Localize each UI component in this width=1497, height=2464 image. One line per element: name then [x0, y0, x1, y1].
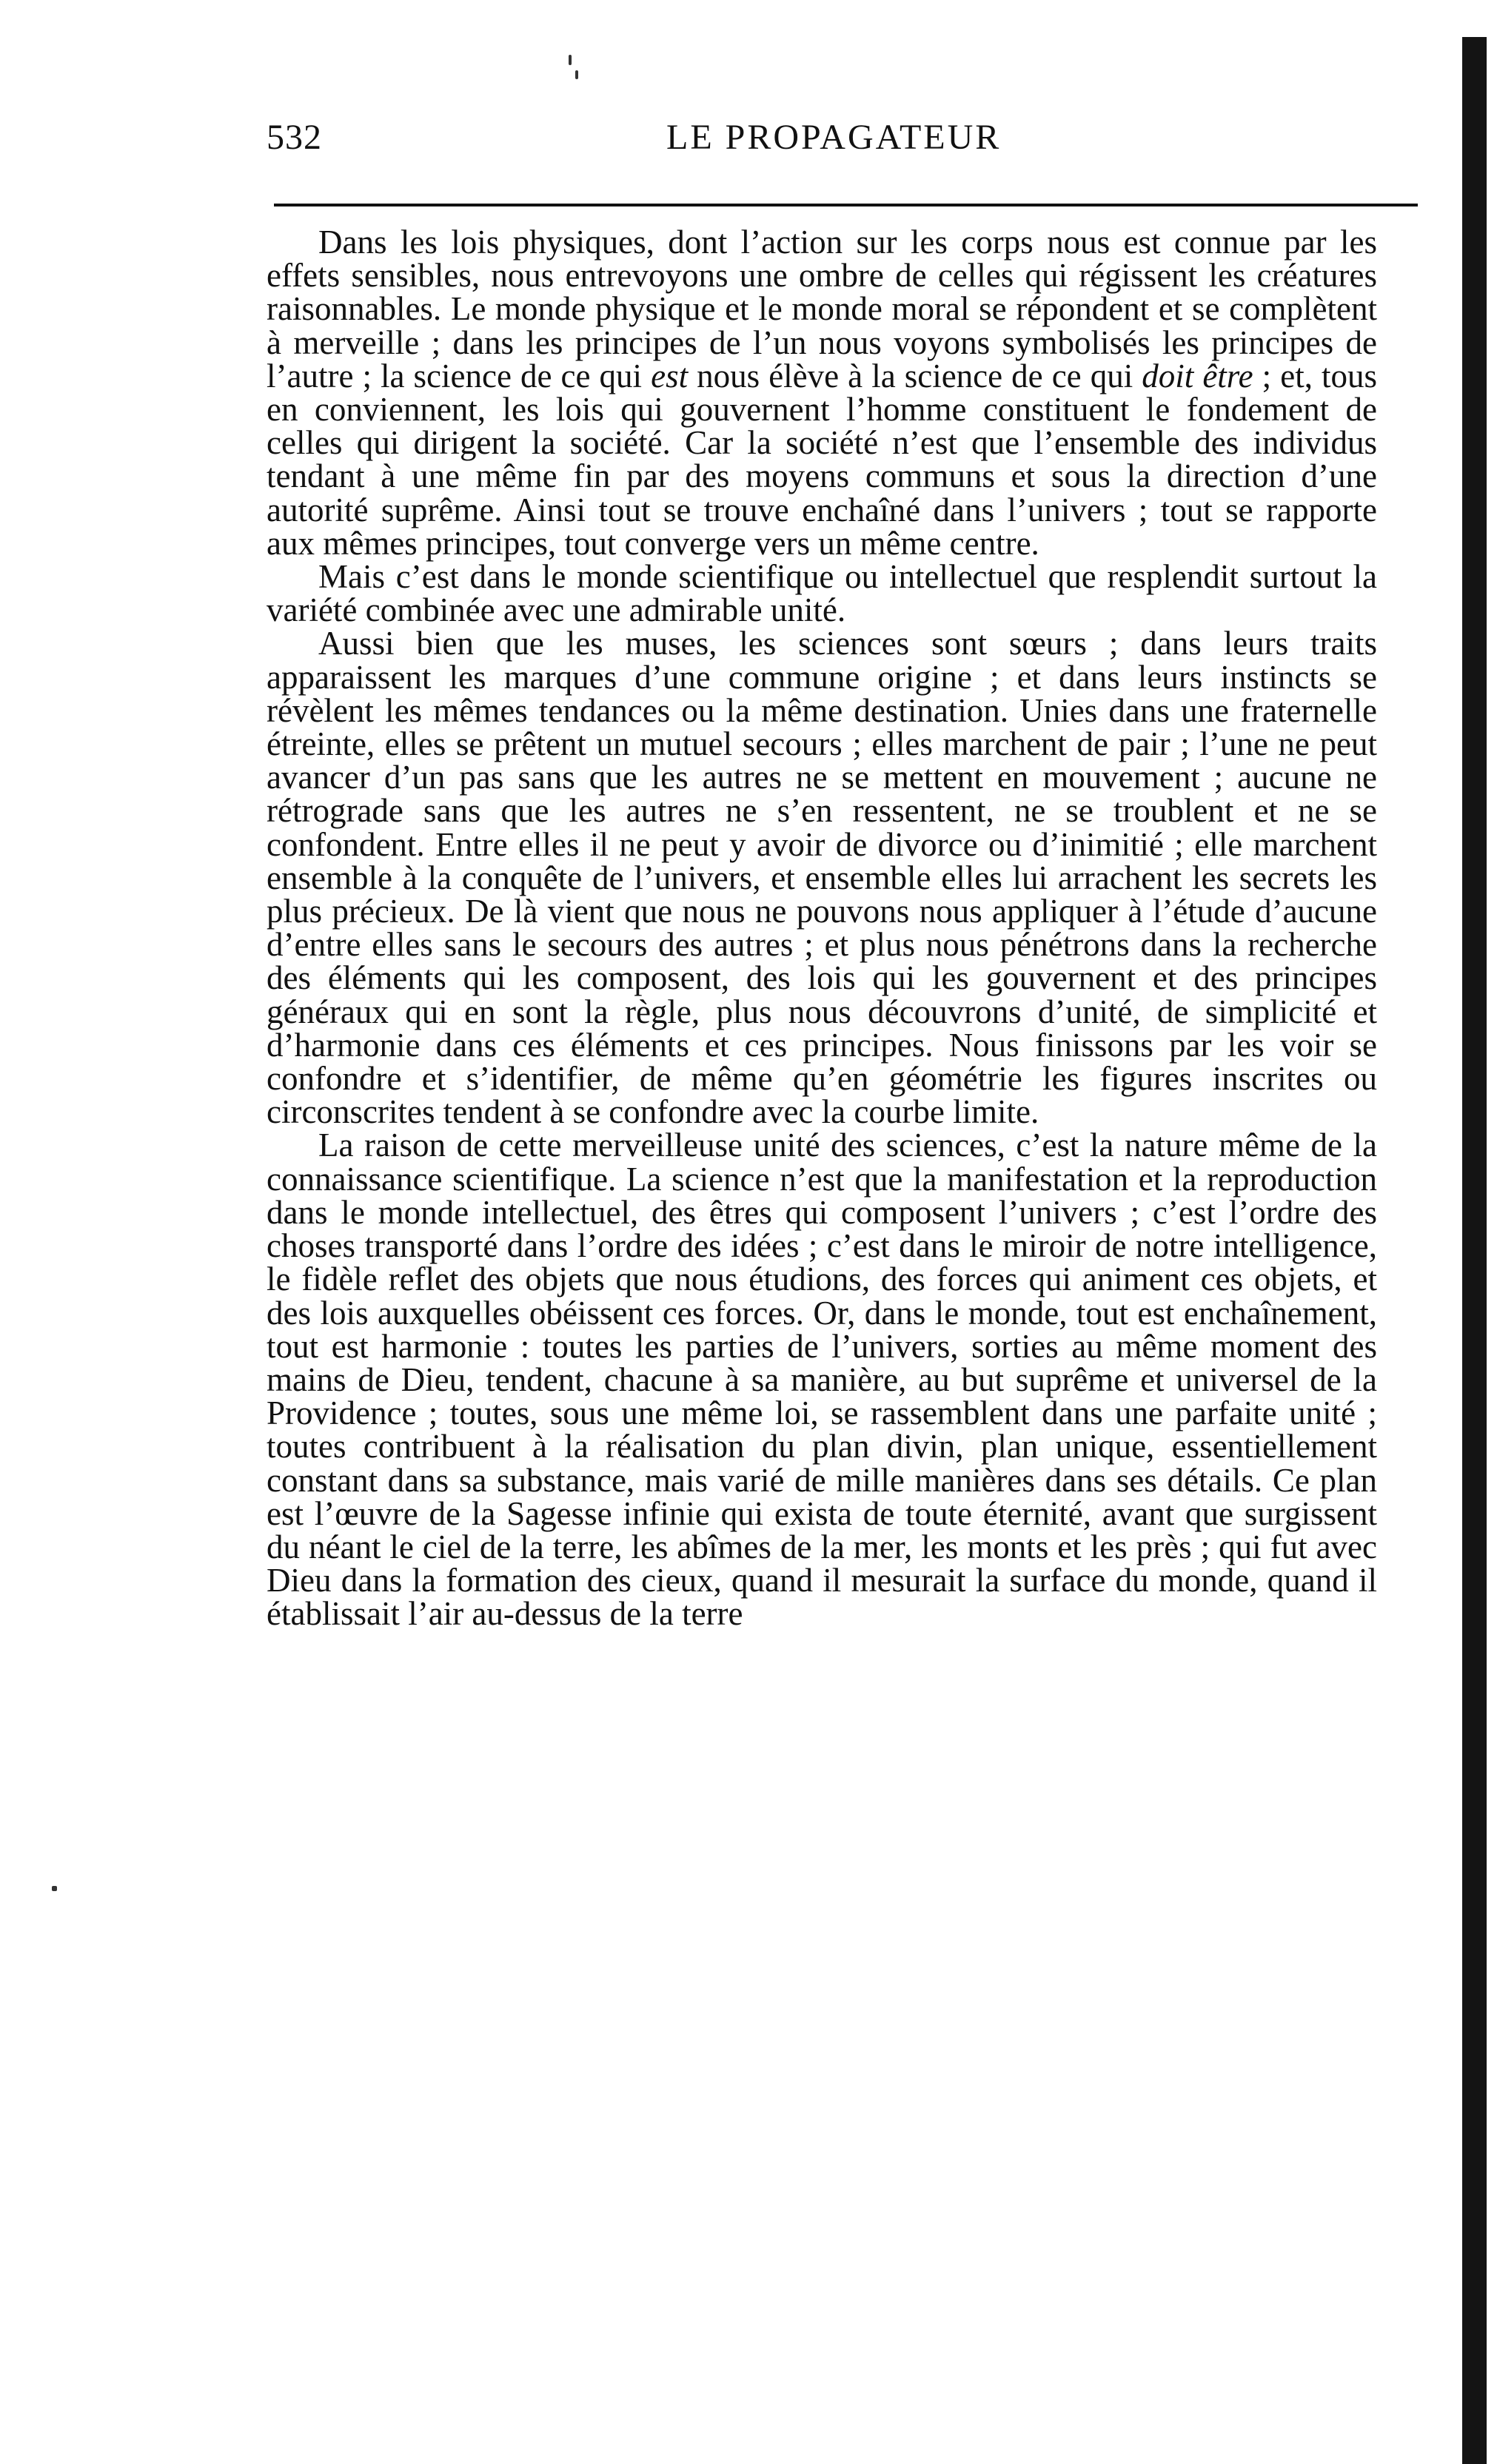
running-title: LE PROPAGATEUR	[666, 118, 1002, 157]
paragraph-1-text-c: ; et, tous en conviennent, les lois qui gouvernent l’homme constituent le fondement de celles qui dirigent la société. Car la société n’est que l’ensemble des individus tendant à une même fin par des moyens communs et sous la direction d’une autorité suprême. Ainsi tout se trouve enchaîné dans l’univers ; tout se rapporte aux mêmes principes, tout converge vers un même centre.	[267, 357, 1378, 562]
paragraph-1-italic-est: est	[651, 357, 689, 395]
paragraph-1-text-a: Dans les lois physiques, dont l’action sur les corps nous est connue par les effets sensibles, nous entrevoyons une ombre de celles qui régissent les créatures raisonnables. Le monde physique et le monde moral se répondent et se complètent à merveille ; dans les principes de l’un nous voyons symbolisés les principes de l’autre ; la science de ce qui	[267, 224, 1377, 395]
paragraph-1-text-b: nous élève à la science de ce qui	[688, 357, 1142, 395]
page-header	[267, 117, 1377, 169]
scan-speck	[575, 70, 578, 79]
paragraph-3: Aussi bien que les muses, les sciences sont sœurs ; dans leurs traits apparaissent les marques d’une commune origine ; et dans leurs instincts se révèlent les mêmes tendances ou la même destination. Unies dans une fraternelle étreinte, elles se prêtent un mutuel secours ; elles marchent de pair ; l’une ne peut avancer d’un pas sans que les autres ne se mettent en mouvement ; aucune ne rétrograde sans que les autres ne s’en ressentent, ne se troublent et ne se confondent. Entre elles il ne peut y avoir de divorce ou d’inimitié ; elle marchent ensemble à la conquête de l’univers, et ensemble elles lui arrachent les secrets les plus précieux. De là vient que nous ne pouvons nous appliquer à l’étude d’aucune d’entre elles sans le secours des autres ; et plus nous pénétrons dans la recherche des éléments qui les composent, des lois qui les gouvernent et des principes généraux qui en sont la règle, plus nous découvrons d’unité, de simplicité et d’harmonie dans ces éléments et ces principes. Nous finissons par les voir se confondre et s’identifier, de même qu’en géométrie les figures inscrites ou circonscrites tendent à se confondre avec la courbe limite.	[267, 625, 1377, 1131]
body-text	[267, 226, 1377, 1631]
paragraph-2: Mais c’est dans le monde scientifique ou intellectuel que resplendit surtout la variété combinée avec une admirable unité.	[267, 558, 1377, 629]
header-rule	[274, 204, 1418, 207]
page-edge-shadow	[1462, 37, 1487, 2464]
scan-speck	[52, 1886, 57, 1891]
page-number: 532	[267, 118, 322, 157]
scan-speck	[569, 55, 572, 65]
paragraph-4: La raison de cette merveilleuse unité des sciences, c’est la nature même de la connaissance scientifique. La science n’est que la manifestation et la reproduction dans le monde intellectuel, des êtres qui composent l’univers ; c’est l’ordre des choses transporté dans l’ordre des idées ; c’est dans le miroir de notre intelligence, le fidèle reflet des objets que nous étudions, des forces qui animent ces objets, et des lois auxquelles obéissent ces forces. Or, dans le monde, tout est enchaînement, tout est harmonie : toutes les parties de l’univers, sorties au même moment des mains de Dieu, tendent, chacune à sa manière, au but suprême et universel de la Providence ; toutes, sous une même loi, se rassemblent dans une parfaite unité ; toutes contribuent à la réalisation du plan divin, plan unique, essentiellement constant dans sa substance, mais varié de mille manières dans ses détails. Ce plan est l’œuvre de la Sagesse infinie qui exista de toute éternité, avant que surgissent du néant le ciel de la terre, les abîmes de la mer, les monts et les près ; qui fut avec Dieu dans la formation des cieux, quand il mesurait la surface du monde, quand il établissait l’air au-dessus de la terre	[267, 1127, 1377, 1633]
paragraph-1-italic-doit-etre: doit être	[1142, 357, 1253, 395]
paragraph-1	[267, 226, 1377, 560]
